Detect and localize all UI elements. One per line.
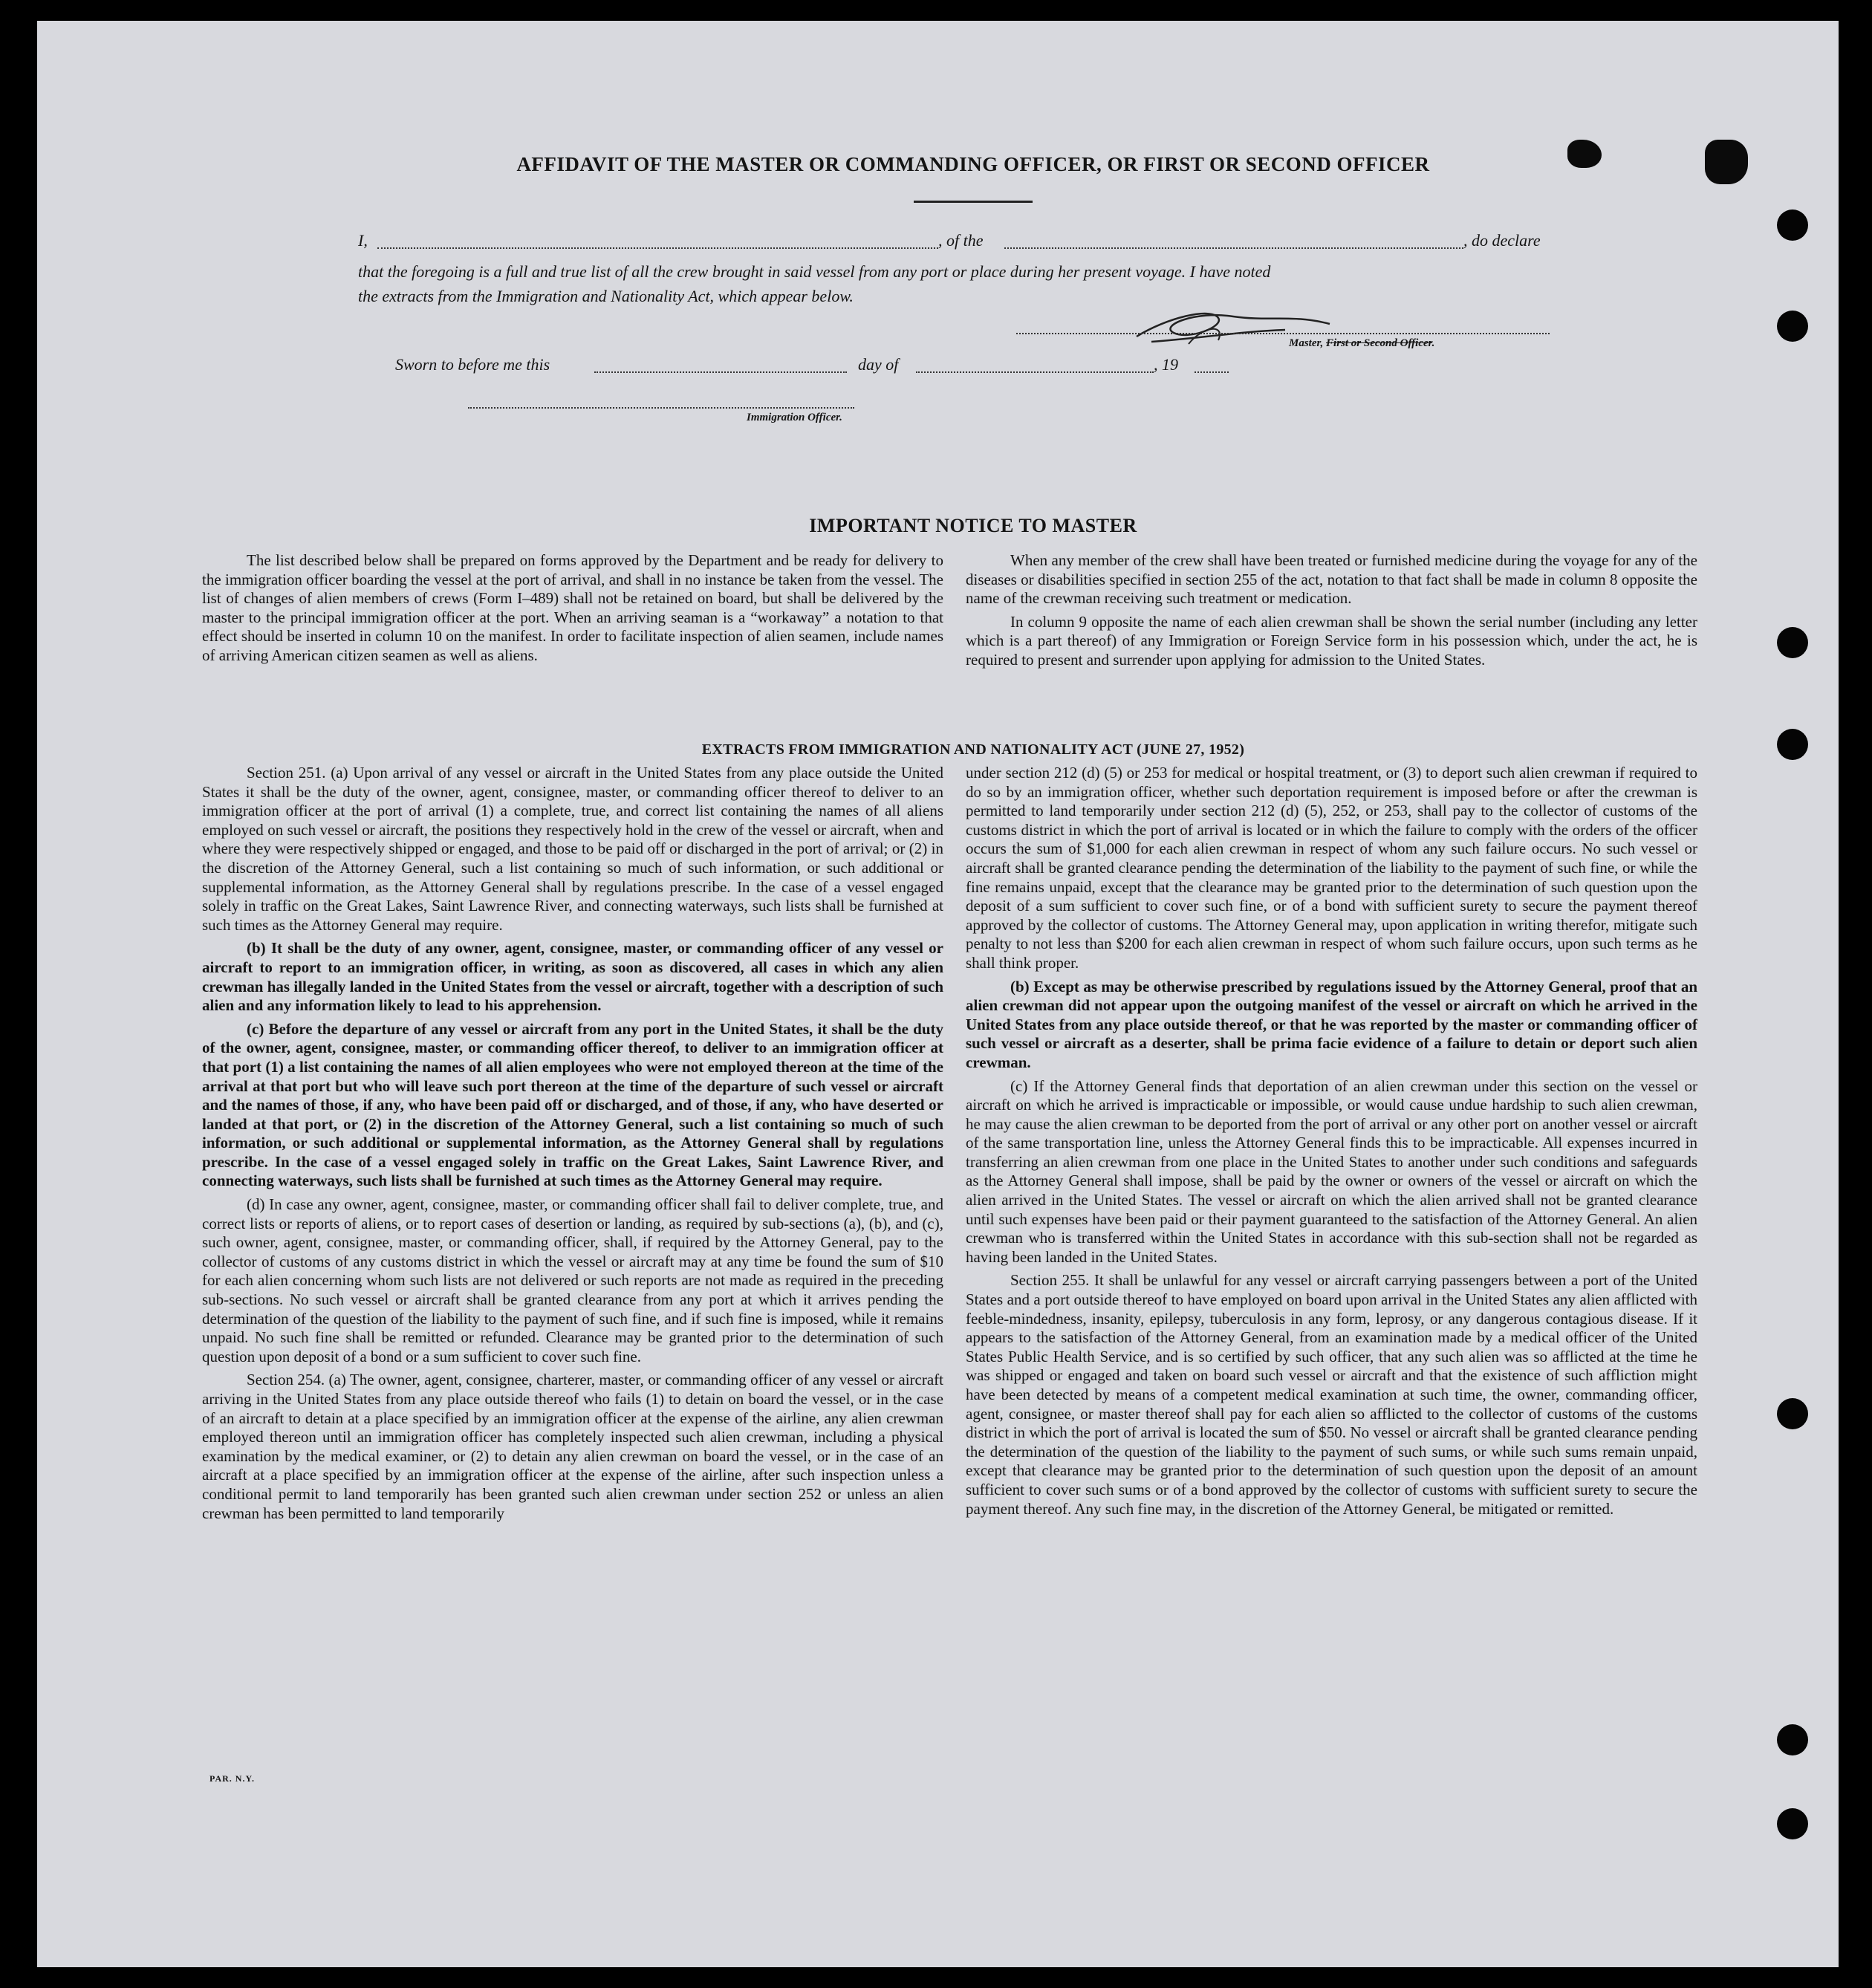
form-page: [37, 21, 1839, 1967]
sworn-year-field[interactable]: [1195, 371, 1229, 373]
notice-left-column: [202, 551, 943, 669]
binder-hole: [1777, 1724, 1808, 1755]
section-251-a: Section 251. (a) Upon arrival of any vessel or aircraft in the United States from any place outside the United States it shall be the duty of the owner, agent, consignee, master, or commanding officer thereof to deliver to an immigration officer at the port of arrival (1) a complete, true, and correct list containing the names of all aliens employed on such vessel or aircraft, the positions they respectively hold in the crew of the vessel or aircraft, when and where they were respectively shipped or engaged, and those to be paid off or discharged in the port of arrival; or (2) in the discretion of the Attorney General, such a list containing so much of such information, or such additional or supplemental information, as the Attorney General shall by regulations prescribe. In the case of a vessel engaged solely in traffic on the Great Lakes, Saint Lawrence River, and connecting waterways, such lists shall be furnished at such times as the Attorney General may require.: [202, 764, 943, 934]
section-254-a-continued: under section 212 (d) (5) or 253 for medical or hospital treatment, or (3) to deport such alien crewman if required to do so by an immigration officer, whether such deportation requirement is imposed before or after the crewman is permitted to land temporarily under section 212 (d) (5), 252, or 253, shall pay to the collector of customs of the customs district in which the port of arrival is located or in which the failure to comply with the orders of the officer occurs the sum of $1,000 for each alien crewman in respect of whom any such failure occurs. No such vessel or aircraft shall be granted clearance pending the determination of the liability to the payment of such fine, or while the fine remains unpaid, except that the clearance may be granted prior to the determination of such question upon the deposit of a sum sufficient to cover such fine, or of a bond with sufficient surety to secure the payment thereof approved by the collector of customs. The Attorney General may, upon application in writing therefor, mitigate such penalty to not less than $200 for each alien crewman in respect of whom such failure occurs, upon such terms as he shall think proper.: [966, 764, 1697, 972]
binder-hole: [1777, 1808, 1808, 1839]
section-255: Section 255. It shall be unlawful for any vessel or aircraft carrying passengers between a port of the United States and a port outside thereof to have employed on board upon arrival in the United States any alien afflicted with feeble-mindedness, insanity, epilepsy, tuberculosis in any form, leprosy, or any dangerous contagious disease. If it appears to the satisfaction of the Attorney General, from an examination made by a medical officer of the United States Public Health Service, and is so certified by such officer, that any such alien was so afflicted at the time he was shipped or engaged and taken on board such vessel or aircraft and that the existence of such affliction might have been detected by means of a competent medical examination at such time, the owner, commanding officer, agent, consignee, or master thereof shall pay for each alien so afflicted to the collector of customs of the customs district in which the port of arrival is located the sum of $50. No vessel or aircraft shall be granted clearance pending the determination of the question of the liability to the payment of such sums, or while such sums remain unpaid, except that clearance may be granted prior to the determination of such question upon the deposit of an amount sufficient to cover such sums or of a bond approved by the collector of customs with sufficient surety to secure the payment thereof. Any such fine may, in the discretion of the Attorney General, be mitigated or remitted.: [966, 1271, 1697, 1518]
binder-hole: [1777, 311, 1808, 342]
extracts-left-column: [202, 764, 943, 1527]
sworn-day-of: day of: [858, 355, 899, 374]
statement-line-1: that the foregoing is a full and true list of all the crew brought in said vessel from any port or place during her present voyage. I have noted: [358, 262, 1271, 281]
extracts-title: EXTRACTS FROM IMMIGRATION AND NATIONALITY ACT (JUNE 27, 1952): [701, 741, 1245, 758]
notice-right-paragraph-2: In column 9 opposite the name of each alien crewman shall be shown the serial number (including any letter which is a part thereof) of any Immigration or Foreign Service form in his possession which, under the act, he is required to present and surrender upon applying for admission to the United States.: [966, 612, 1697, 669]
declare-of-the: , of the: [938, 231, 984, 250]
officer-caption: Immigration Officer.: [747, 412, 842, 423]
binder-hole: [1777, 209, 1808, 241]
sworn-prefix: Sworn to before me this: [395, 355, 550, 374]
extracts-right-column: [966, 764, 1697, 1523]
section-254-c: (c) If the Attorney General finds that deportation of an alien crewman under this section on the vessel or aircraft on which he arrived is impracticable or impossible, or would cause undue hardship to such alien crewman, he may cause the alien crewman to be deported from the port of arrival or any other port on another vessel or aircraft of the same transportation line, unless the Attorney General finds this to be impracticable. All expenses incurred in transferring an alien crewman from one place in the United States to another under such conditions and safeguards as the Attorney General shall impose, shall be paid by the owner or owners of the vessel or aircraft on which the alien arrived in the United States. The vessel or aircraft on which the alien arrived shall not be granted clearance until such expenses have been paid or their payment guaranteed to the satisfaction of the Attorney General. An alien crewman who is transferred within the United States in accordance with this sub-section shall not be regarded as having been landed in the United States.: [966, 1076, 1697, 1266]
signature-line: [1016, 333, 1550, 334]
officer-signature-line: [468, 407, 854, 409]
declare-do-declare: , do declare: [1463, 231, 1541, 250]
sworn-month-field[interactable]: [916, 371, 1154, 373]
notice-right-column: [966, 551, 1697, 674]
statement-line-2: the extracts from the Immigration and Nationality Act, which appear below.: [358, 287, 854, 305]
notice-left-paragraph: The list described below shall be prepared on forms approved by the Department and be ready for delivery to the immigration officer boarding the vessel at the port of arrival, and shall in no instance be taken from the vessel. The list of changes of alien members of crews (Form I–489) shall not be retained on board, but shall be delivered by the master to the principal immigration officer at the port. When an arriving seaman is a “workaway” a notation to that effect should be inserted in column 10 on the manifest. In order to facilitate inspection of alien seamen, include names of arriving American citizen seamen as well as aliens.: [202, 551, 943, 664]
section-251-d: (d) In case any owner, agent, consignee, master, or commanding officer shall fail to deliver complete, true, and correct lists or reports of aliens, or to report cases of desertion or landing, as required by sub-sections (a), (b), and (c), such owner, agent, consignee, master, or commanding officer, shall, if required by the Attorney General, pay to the collector of customs of any customs district in which the vessel or aircraft may at any time be found the sum of $10 for each alien concerning whom such lists are not delivered or such reports are not made as required in the preceding sub-sections. No such vessel or aircraft shall be granted clearance from any port at which it arrives pending the determination of the question of the liability to the payment of such fine, and if such fine is imposed, while it remains unpaid. No such fine shall be remitted or refunded. Clearance may be granted prior to the determination of such question upon deposit of a bond or a sum sufficient to cover such fine.: [202, 1195, 943, 1365]
section-254-b: (b) Except as may be otherwise prescribed by regulations issued by the Attorney General, proof that an alien crewman did not appear upon the outgoing manifest of the vessel or aircraft on which he arrived in the United States from any place outside thereof, or that he was reported by the master or commanding officer of such vessel or aircraft as a deserter, shall be prima facie evidence of a failure to detain or deport such alien crewman.: [966, 977, 1697, 1071]
notice-right-paragraph-1: When any member of the crew shall have been treated or furnished medicine during the voyage for any of the diseases or disabilities specified in section 255 of the act, notation to that fact shall be made in column 8 opposite the name of the crewman receiving such treatment or medication.: [966, 551, 1697, 607]
sworn-date-field[interactable]: [594, 371, 847, 373]
name-field[interactable]: [377, 247, 938, 249]
ink-smudge: [1567, 140, 1602, 168]
signature-caption: Master, First or Second Officer.: [1289, 337, 1435, 349]
section-254-a: Section 254. (a) The owner, agent, consignee, charterer, master, or commanding officer of any vessel or aircraft arriving in the United States from any place outside thereof who fails (1) to detain on board the vessel, or in the case of an aircraft to detain at a place specified by an immigration officer at the expense of the airline, any alien crewman employed thereon until an immigration officer has completely inspected such alien crewman, including a physical examination by the medical examiner, or (2) to detain any alien crewman on board the vessel, or in the case of an aircraft at a place specified by an immigration officer at the expense of the airline, after such inspection unless a conditional permit to land temporarily has been granted such alien crewman under section 252 or unless an alien crewman has been permitted to land temporarily: [202, 1371, 943, 1522]
binder-hole: [1777, 729, 1808, 760]
section-251-c: (c) Before the departure of any vessel or aircraft from any port in the United States, it shall be the duty of the owner, agent, consignee, master, or commanding officer thereof, to deliver to an immigration officer at that port (1) a list containing the names of all alien employees who were not employed thereon at the time of the arrival at that port but who will leave such port thereon at the time of the departure of such vessel or aircraft and the names of those, if any, who have been paid off or discharged, and of those, if any, who have deserted or landed at that port, or (2) in the discretion of the Attorney General, such a list containing so much of such information, or such additional or supplemental information, as the Attorney General shall by regulations prescribe. In the case of a vessel engaged solely in traffic on the Great Lakes, Saint Lawrence River, and connecting waterways, such lists shall be furnished at such times as the Attorney General may require.: [202, 1019, 943, 1190]
sworn-year: , 19: [1154, 355, 1178, 374]
title-underline: [914, 201, 1033, 203]
scan-edge: [1839, 0, 1872, 1988]
notice-title: IMPORTANT NOTICE TO MASTER: [809, 515, 1137, 536]
affidavit-title: AFFIDAVIT OF THE MASTER OR COMMANDING OFFICER, OR FIRST OR SECOND OFFICER: [516, 153, 1430, 175]
struck-officer-text: First or Second Officer: [1326, 337, 1432, 349]
vessel-field[interactable]: [1004, 247, 1463, 249]
binder-hole: [1777, 627, 1808, 658]
ink-smudge: [1705, 140, 1748, 184]
binder-hole: [1777, 1398, 1808, 1429]
section-251-b: (b) It shall be the duty of any owner, agent, consignee, master, or commanding officer of any vessel or aircraft to report to an immigration officer, in writing, as soon as discovered, all cases in which any alien crewman has illegally landed in the United States from the vessel or aircraft, together with a description of such alien and any information likely to lead to his apprehension.: [202, 939, 943, 1015]
declare-i: I,: [358, 231, 368, 250]
printer-code: PAR. N.Y.: [209, 1773, 256, 1784]
